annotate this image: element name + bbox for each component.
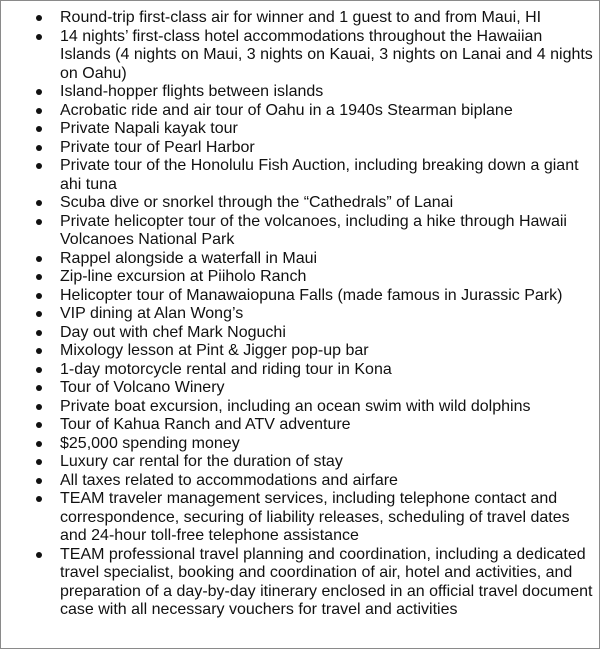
list-item <box>1 287 599 306</box>
list-item <box>1 416 599 435</box>
list-item <box>1 361 599 380</box>
bullet-icon <box>36 404 42 410</box>
list-item-text: Zip-line excursion at Piiholo Ranch <box>60 268 307 285</box>
list-item-text: Tour of Kahua Ranch and ATV adventure <box>60 416 351 433</box>
list-item-text: Rappel alongside a waterfall in Maui <box>60 249 318 267</box>
list-item-text: Private boat excursion, including an ocean swim with wild dolphins <box>60 397 531 415</box>
bullet-icon <box>36 496 42 502</box>
list-item-text: 14 nights’ first-class hotel accommodations throughout the Hawaiian Islands (4 nights on Maui, 3 nights on Kauai, 3 nights on Lanai and 4 nights on Oahu) <box>60 27 593 82</box>
list-item-text: $25,000 spending money <box>60 434 240 452</box>
list-item <box>1 139 599 158</box>
list-item <box>1 398 599 417</box>
list-item <box>1 28 599 84</box>
list-item <box>1 435 599 454</box>
list-item-text: Luxury car rental for the duration of stay <box>60 453 343 470</box>
list-item-text: TEAM professional travel planning and coordination, including a dedicated travel specialist, booking and coordination of air, hotel and activities, and preparation of a day-by-day itinerary enclosed in an official travel document case with all necessary vouchers for travel and activities <box>60 545 593 618</box>
list-item <box>1 490 599 546</box>
bullet-icon <box>36 219 42 225</box>
bullet-icon <box>36 145 42 151</box>
list-item-text: Helicopter tour of Manawaiopuna Falls (made famous in Jurassic Park) <box>60 286 563 304</box>
list-item <box>1 102 599 121</box>
bullet-icon <box>36 163 42 169</box>
list-item-text: Tour of Volcano Winery <box>60 379 225 396</box>
bullet-icon <box>36 441 42 447</box>
bullet-icon <box>36 459 42 465</box>
bullet-icon <box>36 385 42 391</box>
list-item <box>1 83 599 102</box>
list-item-text: Private helicopter tour of the volcanoes, including a hike through Hawaii Volcanoes National Park <box>60 212 567 248</box>
bullet-icon <box>36 348 42 354</box>
list-item <box>1 9 599 28</box>
bullet-icon <box>36 422 42 428</box>
list-item-text: Mixology lesson at Pint & Jigger pop-up bar <box>60 342 369 359</box>
list-item-text: Private tour of Pearl Harbor <box>60 138 255 156</box>
bullet-icon <box>36 367 42 373</box>
list-item-text: Private tour of the Honolulu Fish Auction, including breaking down a giant ahi tuna <box>60 157 579 193</box>
bullet-icon <box>36 274 42 280</box>
bullet-icon <box>36 200 42 206</box>
list-item-text: Round-trip first-class air for winner and 1 guest to and from Maui, HI <box>60 9 542 26</box>
list-item-text: TEAM traveler management services, including telephone contact and correspondence, securing of liability releases, scheduling of travel dates and 24-hour toll-free telephone assistance <box>60 490 570 544</box>
list-item-text: Private Napali kayak tour <box>60 120 238 137</box>
bullet-icon <box>36 256 42 262</box>
list-item <box>1 342 599 361</box>
list-item <box>1 157 599 194</box>
list-item <box>1 213 599 250</box>
list-item <box>1 453 599 472</box>
list-item <box>1 194 599 213</box>
bullet-icon <box>36 126 42 132</box>
list-item-text: 1-day motorcycle rental and riding tour in Kona <box>60 360 392 378</box>
list-item <box>1 250 599 269</box>
bullet-icon <box>36 34 42 40</box>
bullet-icon <box>36 89 42 95</box>
bullet-icon <box>36 478 42 484</box>
list-item-text: Island-hopper flights between islands <box>60 83 324 100</box>
list-item <box>1 472 599 491</box>
bullet-icon <box>36 330 42 336</box>
list-item-text: VIP dining at Alan Wong’s <box>60 305 244 322</box>
list-item-text: Scuba dive or snorkel through the “Cathedrals” of Lanai <box>60 194 454 211</box>
list-item <box>1 324 599 343</box>
bullet-icon <box>36 311 42 317</box>
prize-list <box>1 1 599 620</box>
list-item <box>1 305 599 324</box>
bullet-icon <box>36 293 42 299</box>
list-item-text: All taxes related to accommodations and airfare <box>60 471 398 489</box>
bullet-icon <box>36 108 42 114</box>
list-item <box>1 546 599 620</box>
list-item <box>1 379 599 398</box>
list-item-text: Day out with chef Mark Noguchi <box>60 323 286 341</box>
list-item <box>1 268 599 287</box>
list-item-text: Acrobatic ride and air tour of Oahu in a 1940s Stearman biplane <box>60 101 513 119</box>
bullet-icon <box>36 552 42 558</box>
bullet-icon <box>36 15 42 21</box>
list-item <box>1 120 599 139</box>
